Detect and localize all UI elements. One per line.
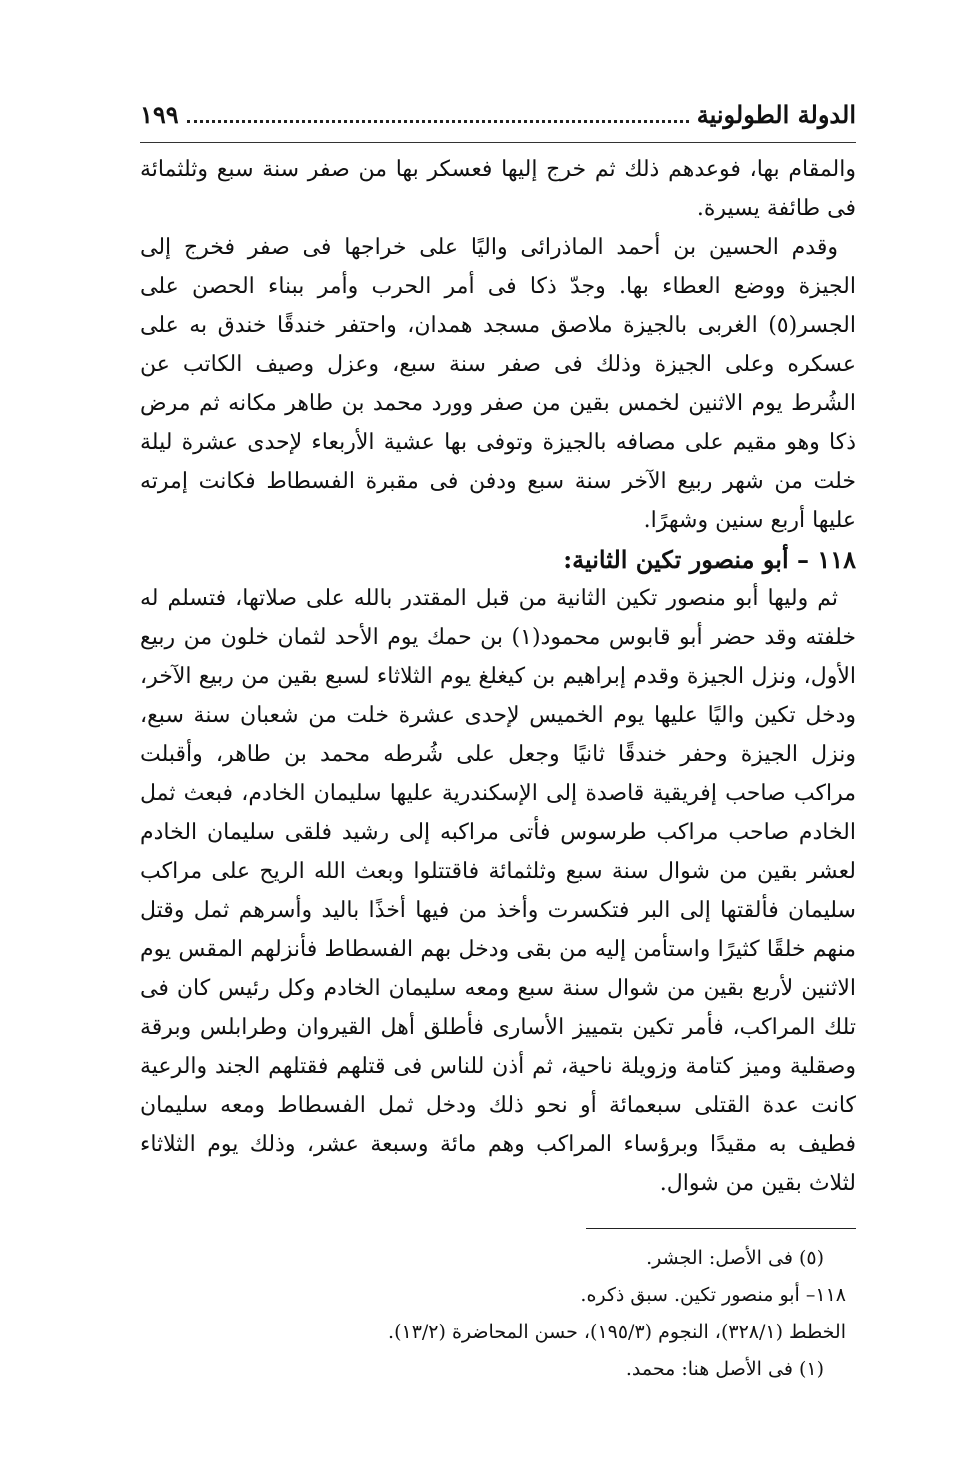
header-title: الدولة الطولونية: [696, 100, 856, 129]
footnote-4: (١) فى الأصل هنا: محمد.: [625, 1358, 824, 1380]
footnote-1: (٥) فى الأصل: الجشر.: [646, 1247, 824, 1269]
paragraph-1: والمقام بها، فوعدهم ذلك ثم خرج إليها فعسكر بها من صفر سنة سبع وثلثمائة فى طائفة يسيرة.: [140, 157, 856, 221]
footnotes: [140, 1240, 846, 1388]
header-dot-leader: [187, 102, 689, 123]
running-header: [140, 100, 856, 140]
footnote-3: الخطط (٣٢٨/١)، النجوم (١٩٥/٣)، حسن المحاضرة (١٣/٢).: [388, 1321, 846, 1343]
paragraph-2: وقدم الحسين بن أحمد الماذرائى واليًا على خراجها فى صفر فخرج إلى الجيزة ووضع العطاء بها. وجدّ ذكا فى أمر الحرب وأمر ببناء الحصن على الجسر(٥) الغربى بالجيزة ملاصق مسجد همدان، واحتفر خندقًا خندق به على عسكره وعلى الجيزة وذلك فى صفر سنة سبع، وعزل وصيف الكاتب عن الشُرط يوم الاثنين لخمس بقين من صفر وورد محمد بن طاهر مكانه ثم مرض ذكا وهو مقيم على مصافه بالجيزة وتوفى بها عشية الأربعاء لإحدى عشرة ليلة خلت من شهر ربيع الآخر سنة سبع ودفن فى مقبرة الفسطاط فكانت إمرته عليها أربع سنين وشهرًا.: [140, 235, 856, 533]
page-number: ١٩٩: [140, 100, 179, 129]
section-heading: ١١٨ – أبو منصور تكين الثانية:: [563, 545, 856, 574]
main-text: [140, 150, 856, 1203]
footnote-divider: [586, 1228, 856, 1229]
footnote-2: ١١٨– أبو منصور تكين. سبق ذكره.: [580, 1284, 846, 1306]
header-divider: [140, 142, 856, 143]
paragraph-3: ثم وليها أبو منصور تكين الثانية من قبل المقتدر بالله على صلاتها، فتسلم له خلفته وقد حضر أبو قابوس محمود(١) بن حمك يوم الأحد لثمان خلون من ربيع الأول، ونزل الجيزة وقدم إبراهيم بن كيغلغ يوم الثلاثاء لسبع بقين من ربيع الآخر، ودخل تكين واليًا عليها يوم الخميس لإحدى عشرة خلت من شعبان سنة سبع، ونزل الجيزة وحفر خندقًا ثانيًا وجعل على شُرطه محمد بن طاهر، وأقبلت مراكب صاحب إفريقية قاصدة إلى الإسكندرية عليها سليمان الخادم، فبعث ثمل الخادم صاحب مراكب طرسوس فأتى مراكبه إلى رشيد فلقى سليمان الخادم لعشر بقين من شوال سنة سبع وثلثمائة فاقتتلوا وبعث الله الريح على مراكب سليمان فألقتها إلى البر فتكسرت وأخذ من فيها أخذًا باليد وأسرهم ثمل وقتل منهم خلقًا كثيرًا واستأمن إليه من بقى ودخل بهم الفسطاط فأنزلهم المقس يوم الاثنين لأربع بقين من شوال سنة سبع ومعه سليمان الخادم وكل رئيس كان فى تلك المراكب، فأمر تكين بتمييز الأسارى فأطلق أهل القيروان وطرابلس وبرقة وصقلية وميز كتامة وزويلة ناحية، ثم أذن للناس فى قتلهم فقتلهم الجند والرعية كانت عدة القتلى سبعمائة أو نحو ذلك ودخل ثمل الفسطاط ومعه سليمان فطيف به مقيدًا وبرؤساء المراكب وهم مائة وسبعة عشر، وذلك يوم الثلاثاء لثلاث بقين من شوال.: [140, 586, 857, 1196]
